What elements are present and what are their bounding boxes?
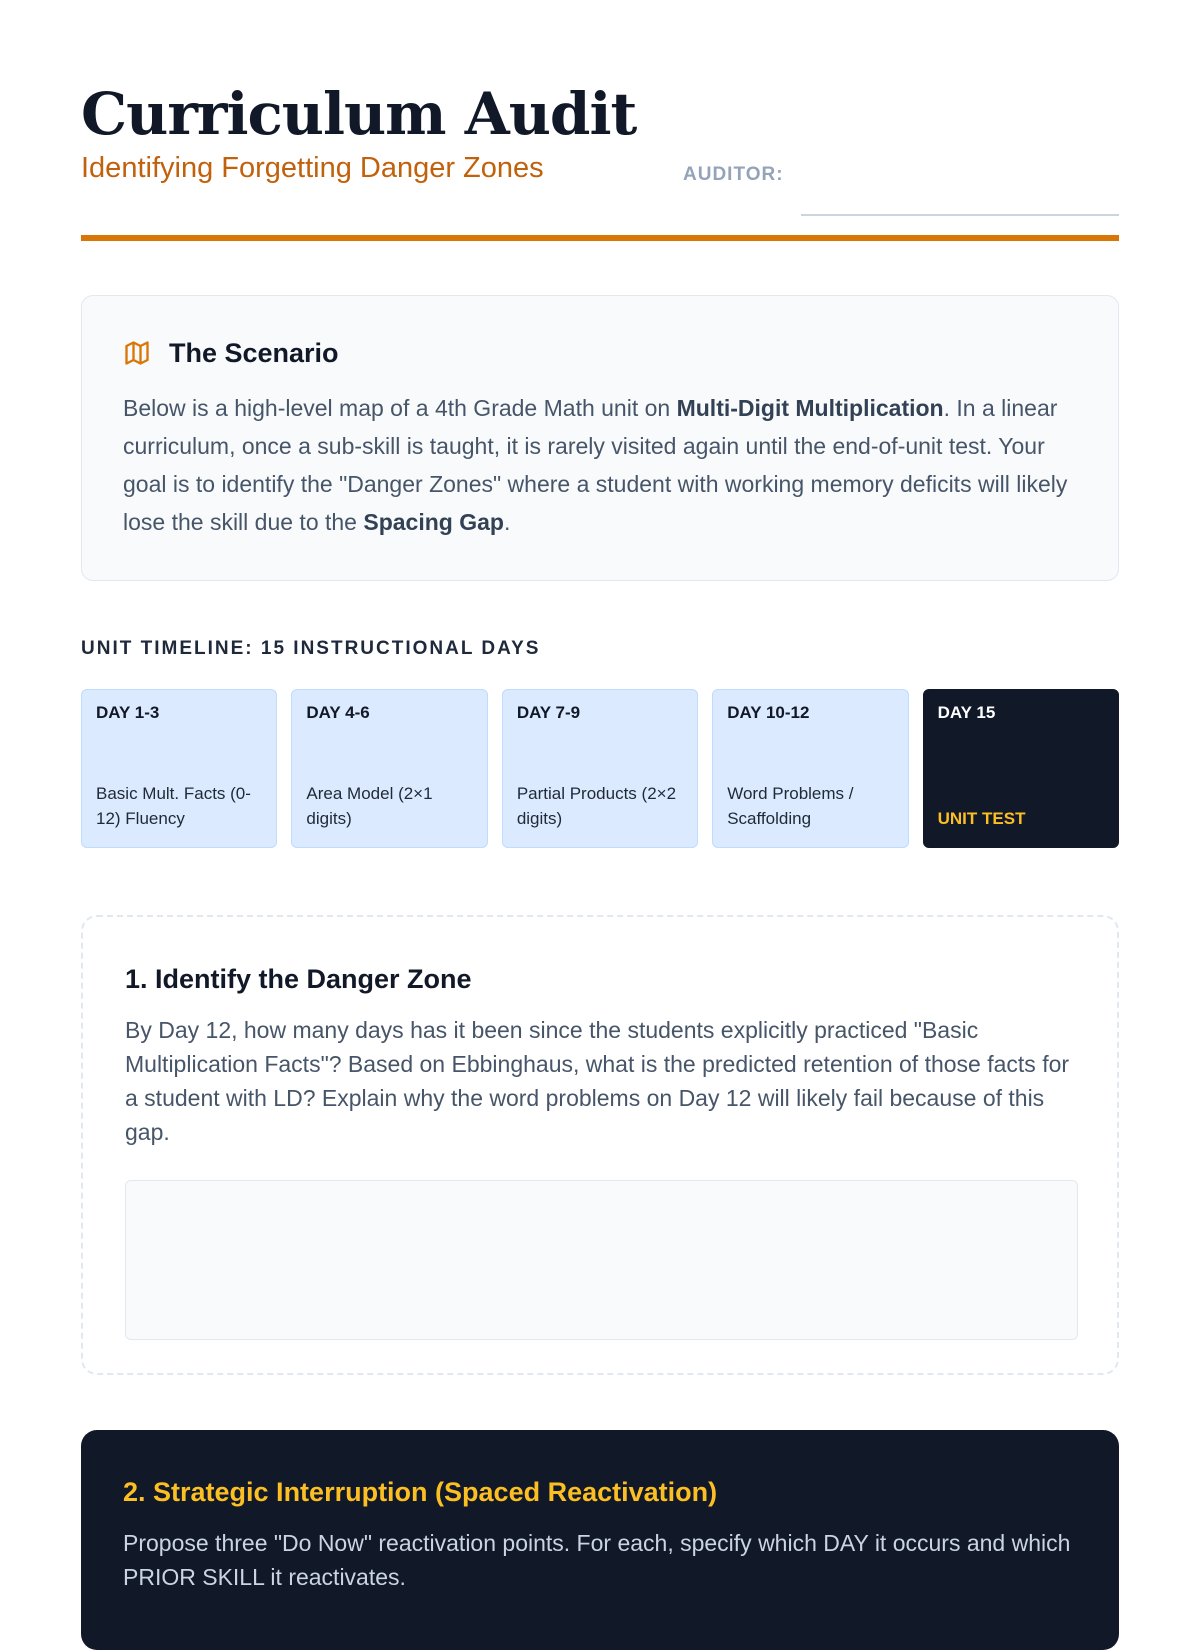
day-label: DAY 10-12 xyxy=(727,703,810,722)
auditor-label: AUDITOR: xyxy=(683,164,784,185)
day-card xyxy=(502,689,698,848)
scenario-text-part: . In a linear curriculum, once a sub-skill is taught, it is rarely visited again until the end-of-unit test. Your goal is to identify the "Danger Zones" where a student with working memory deficits will likely lose the skill due to the xyxy=(123,395,1068,535)
day-card-unit-test xyxy=(923,689,1119,848)
day-card xyxy=(81,689,277,848)
page-title: Curriculum Audit xyxy=(81,80,637,148)
map-icon xyxy=(123,339,151,367)
day-topic: UNIT TEST xyxy=(937,809,1026,828)
day-card xyxy=(712,689,908,848)
page-subtitle: Identifying Forgetting Danger Zones xyxy=(81,152,544,184)
header-divider xyxy=(81,235,1119,241)
day-topic: Basic Mult. Facts (0-12) Fluency xyxy=(96,784,251,828)
auditor-name-field[interactable] xyxy=(801,190,1119,216)
scenario-emphasis-gap: Spacing Gap xyxy=(363,509,504,535)
question-1-section xyxy=(81,915,1119,1375)
question-2-title: 2. Strategic Interruption (Spaced Reactivation) xyxy=(123,1477,718,1507)
scenario-text-part: . xyxy=(503,509,511,535)
day-label: DAY 7-9 xyxy=(516,703,581,722)
header xyxy=(81,0,1119,243)
scenario-emphasis-topic: Multi-Digit Multiplication xyxy=(676,395,944,421)
scenario-header xyxy=(123,338,1078,368)
unit-timeline xyxy=(81,689,1119,848)
question-1-text: By Day 12, how many days has it been since the students explicitly practiced "Basic Multiplication Facts"? Based on Ebbinghaus, what is the predicted retention of those facts for a student with LD? Explain why the word problems on Day 12 will likely fail because of this gap. xyxy=(125,1017,1070,1145)
day-label: DAY 15 xyxy=(937,703,996,722)
question-2-section xyxy=(81,1430,1119,1650)
day-topic: Partial Products (2×2 digits) xyxy=(516,784,677,828)
day-label: DAY 1-3 xyxy=(96,703,160,722)
scenario-title: The Scenario xyxy=(169,337,339,368)
question-1-title: 1. Identify the Danger Zone xyxy=(125,964,472,994)
day-card xyxy=(291,689,487,848)
day-topic: Word Problems / Scaffolding xyxy=(727,784,854,828)
scenario-text-part: Below is a high-level map of a 4th Grade Math unit on xyxy=(123,395,677,421)
day-topic: Area Model (2×1 digits) xyxy=(306,784,433,828)
scenario-text xyxy=(123,389,1078,541)
timeline-label: UNIT TIMELINE: 15 INSTRUCTIONAL DAYS xyxy=(81,638,541,659)
day-label: DAY 4-6 xyxy=(306,703,370,722)
question-1-answer-field[interactable] xyxy=(125,1180,1078,1340)
scenario-box xyxy=(81,295,1119,581)
question-2-text: Propose three "Do Now" reactivation points. For each, specify which DAY it occurs and which PRIOR SKILL it reactivates. xyxy=(123,1530,1071,1590)
